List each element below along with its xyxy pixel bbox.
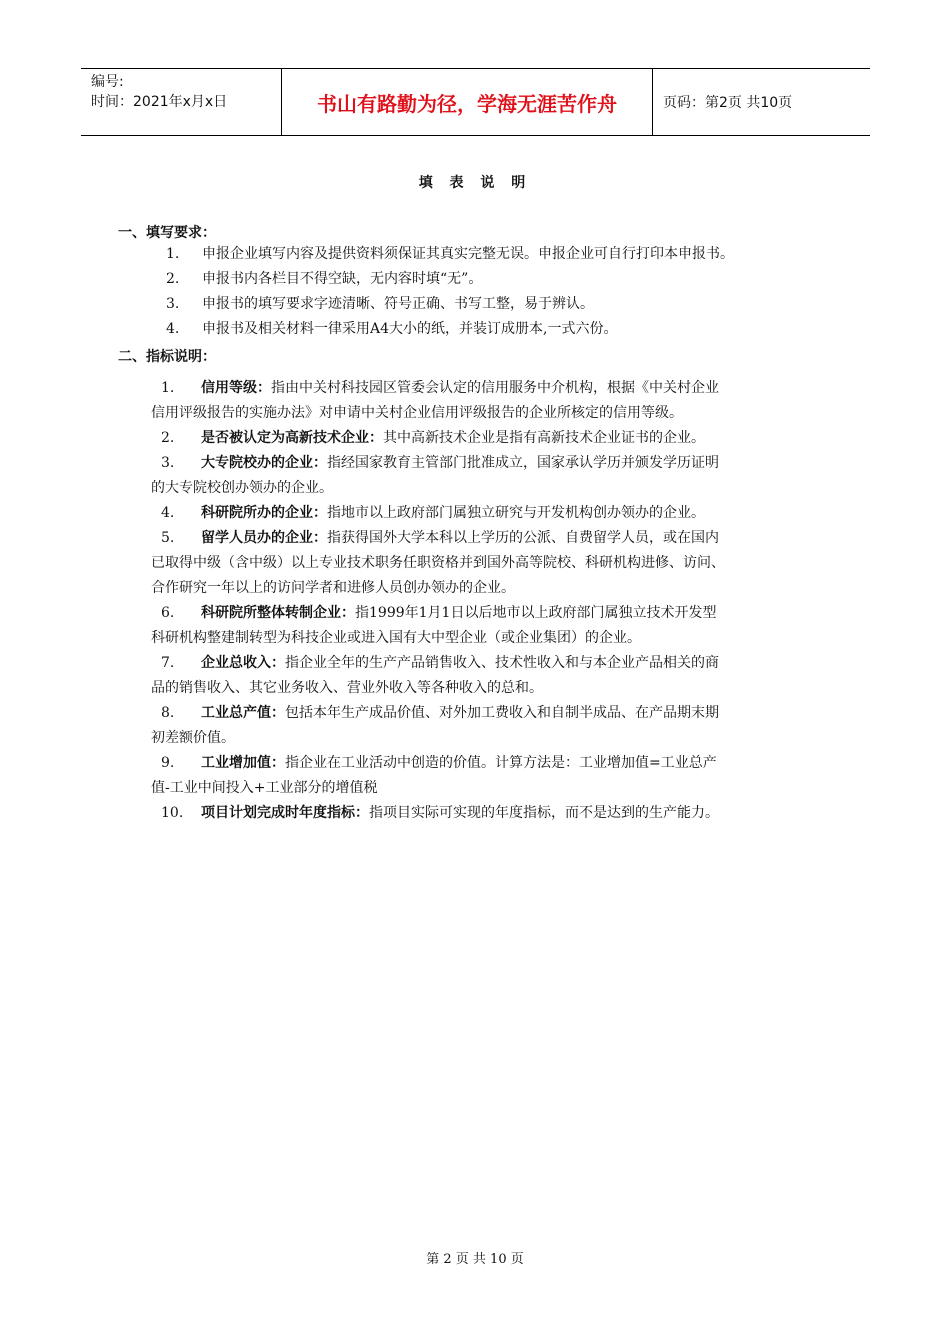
indicator-continuation: 已取得中级（含中级）以上专业技术职务任职资格并到国外高等院校、科研机构进修、访问、: [151, 555, 725, 571]
indicator-term: 科研院所整体转制企业：: [201, 605, 355, 621]
indicator-continuation: 的大专院校创办领办的企业。: [151, 480, 333, 496]
indicator-item: [153, 701, 853, 751]
indicator-text: 指经国家教育主管部门批准成立，国家承认学历并颁发学历证明: [327, 455, 719, 471]
section1-heading: 一、填写要求：: [118, 225, 216, 241]
indicator-item: [153, 651, 853, 701]
requirement-text: 申报书的填写要求字迹清晰、符号正确、书写工整，易于辨认。: [202, 296, 594, 312]
date-text: 时间：2021年x月x日: [91, 94, 228, 110]
indicator-number: 10.: [161, 805, 184, 821]
indicator-term: 是否被认定为高新技术企业：: [201, 430, 383, 446]
indicator-continuation: 初差额价值。: [151, 730, 235, 746]
indicator-number: 1.: [161, 380, 175, 396]
requirement-item: [166, 267, 856, 292]
indicators-list: [153, 376, 853, 826]
requirement-text: 申报书及相关材料一律采用A4大小的纸，并装订成册本,一式六份。: [202, 321, 618, 337]
indicator-text: 指企业在工业活动中创造的价值。计算方法是：工业增加值=工业总产: [285, 755, 717, 771]
indicator-continuation: 科研机构整建制转型为科技企业或进入国有大中型企业（或企业集团）的企业。: [151, 630, 641, 646]
requirement-number: 3.: [166, 296, 180, 312]
indicator-item: [153, 526, 853, 601]
indicator-continuation: 品的销售收入、其它业务收入、营业外收入等各种收入的总和。: [151, 680, 543, 696]
requirement-number: 1.: [166, 246, 180, 262]
indicator-text: 包括本年生产成品价值、对外加工费收入和自制半成品、在产品期末期: [285, 705, 719, 721]
code-label: 编号:: [91, 74, 124, 90]
indicator-number: 4.: [161, 505, 175, 521]
indicator-item: [153, 376, 853, 426]
section2-heading: 二、指标说明：: [118, 349, 216, 365]
requirement-item: [166, 317, 856, 342]
indicator-number: 8.: [161, 705, 175, 721]
indicator-continuation: 值-工业中间投入+工业部分的增值税: [151, 780, 378, 796]
document-title: 填 表 说 明: [418, 175, 532, 191]
indicator-continuation: 信用评级报告的实施办法》对申请中关村企业信用评级报告的企业所核定的信用等级。: [151, 405, 683, 421]
indicator-text: 指由中关村科技园区管委会认定的信用服务中介机构，根据《中关村企业: [271, 380, 719, 396]
requirement-item: [166, 242, 856, 267]
indicator-term: 信用等级：: [201, 380, 271, 396]
requirement-item: [166, 292, 856, 317]
header-left-cell: [81, 69, 281, 135]
indicator-number: 6.: [161, 605, 175, 621]
page-footer: 第 2 页 共 10 页: [426, 1252, 524, 1267]
requirements-list: [166, 242, 856, 342]
indicator-term: 工业总产值：: [201, 705, 285, 721]
indicator-text: 指企业全年的生产产品销售收入、技术性收入和与本企业产品相关的商: [285, 655, 719, 671]
indicator-term: 企业总收入：: [201, 655, 285, 671]
indicator-term: 留学人员办的企业：: [201, 530, 327, 546]
indicator-item: [153, 451, 853, 501]
indicator-term: 科研院所办的企业：: [201, 505, 327, 521]
indicator-number: 5.: [161, 530, 175, 546]
indicator-number: 2.: [161, 430, 175, 446]
indicator-text: 指获得国外大学本科以上学历的公派、自费留学人员，或在国内: [327, 530, 719, 546]
indicator-term: 项目计划完成时年度指标：: [201, 805, 369, 821]
page-info: 页码：第2页 共10页: [663, 95, 793, 111]
indicator-item: [153, 801, 853, 826]
indicator-item: [153, 601, 853, 651]
indicator-term: 工业增加值：: [201, 755, 285, 771]
indicator-item: [153, 751, 853, 801]
indicator-text: 指1999年1月1日以后地市以上政府部门属独立技术开发型: [355, 605, 717, 621]
requirement-number: 4.: [166, 321, 180, 337]
requirement-text: 申报企业填写内容及提供资料须保证其真实完整无误。申报企业可自行打印本申报书。: [202, 246, 734, 262]
indicator-text: 指地市以上政府部门属独立研究与开发机构创办领办的企业。: [327, 505, 705, 521]
indicator-item: [153, 426, 853, 451]
indicator-text: 指项目实际可实现的年度指标，而不是达到的生产能力。: [369, 805, 719, 821]
indicator-text: 其中高新技术企业是指有高新技术企业证书的企业。: [383, 430, 705, 446]
page-header: [81, 68, 870, 136]
motto: 书山有路勤为径，学海无涯苦作舟: [281, 69, 653, 135]
indicator-item: [153, 501, 853, 526]
indicator-term: 大专院校办的企业：: [201, 455, 327, 471]
indicator-number: 3.: [161, 455, 175, 471]
indicator-number: 7.: [161, 655, 175, 671]
indicator-continuation: 合作研究一年以上的访问学者和进修人员创办领办的企业。: [151, 580, 515, 596]
indicator-number: 9.: [161, 755, 175, 771]
requirement-text: 申报书内各栏目不得空缺，无内容时填“无”。: [202, 271, 483, 287]
requirement-number: 2.: [166, 271, 180, 287]
